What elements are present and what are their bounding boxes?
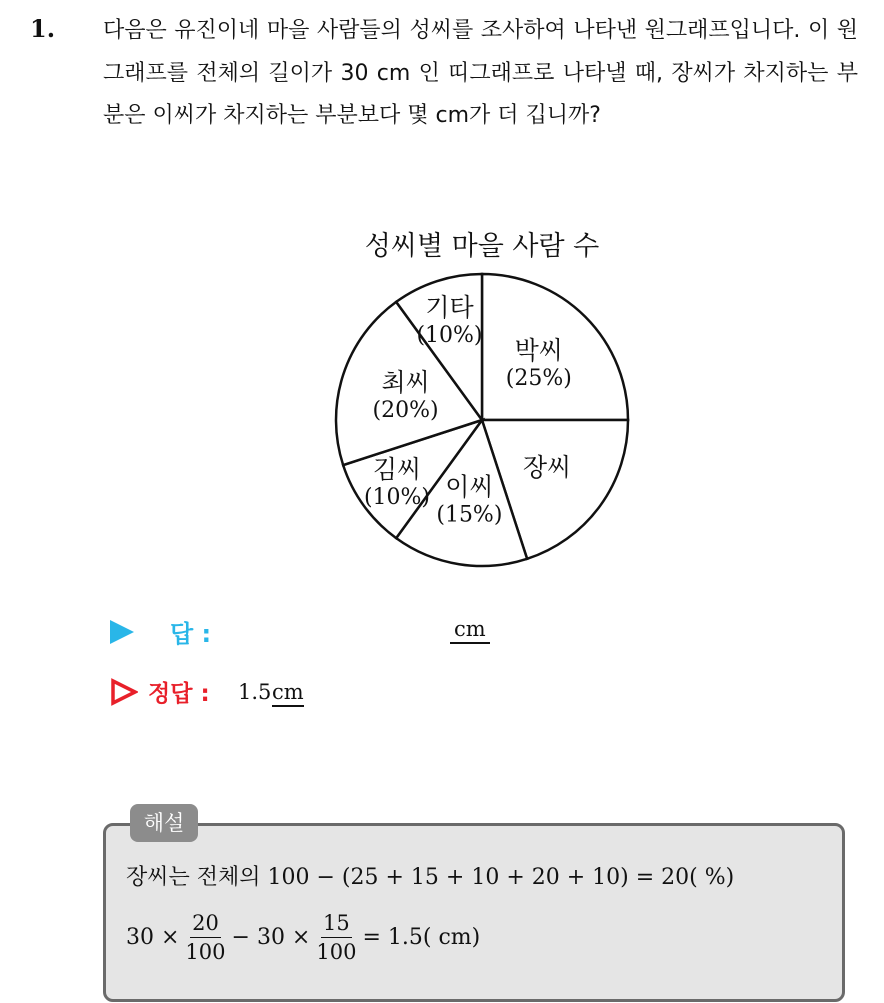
solution-line-1-text: 장씨는 전체의 bbox=[126, 865, 261, 890]
outline-triangle-icon bbox=[110, 678, 138, 706]
pie-slice-percent-2: (15%) bbox=[436, 502, 503, 528]
fraction-1-denominator: 100 bbox=[185, 939, 226, 964]
pie-slice-label-4: 최씨 bbox=[381, 368, 430, 398]
solution-line-2-a: 30 × bbox=[126, 924, 180, 950]
correct-answer-value: 1.5 bbox=[238, 680, 272, 704]
solution-line-2 bbox=[126, 902, 480, 972]
pie-slice-percent-3: (10%) bbox=[363, 484, 431, 510]
answer-row bbox=[110, 612, 610, 652]
pie-slice-percent-0: (25%) bbox=[505, 366, 572, 392]
solution-line-1-expr: 100 − (25 + 15 + 10 + 20 + 10) = 20( %) bbox=[267, 865, 735, 890]
solution-line-2-c: = 1.5( cm) bbox=[362, 924, 481, 950]
question-text: 다음은 유진이네 마을 사람들의 성씨를 조사하여 나타낸 원그래프입니다. 이 원그래프를 전체의 길이가 30 cm 인 띠그래프로 나타낼 때, 장씨가 차지하는 부분은 이씨가 차지하는 부분보다 몇 cm가 더 깁니까? bbox=[103, 18, 858, 128]
pie-slice-label-2: 이씨 bbox=[445, 472, 494, 502]
solution-line-2-b: − 30 × bbox=[231, 924, 311, 950]
fraction-2-denominator: 100 bbox=[316, 939, 357, 964]
answer-label: 답 : bbox=[170, 620, 212, 648]
answer-blank[interactable]: cm bbox=[450, 617, 490, 644]
pie-slice-label-0: 박씨 bbox=[514, 336, 563, 366]
pie-slice-percent-4: (20%) bbox=[372, 398, 439, 424]
solution-tag: 해설 bbox=[130, 804, 198, 842]
question-number: 1. bbox=[30, 14, 56, 43]
pie-slice-label-5: 기타 bbox=[425, 293, 474, 322]
pie-chart bbox=[322, 268, 642, 568]
solution-line-1 bbox=[126, 860, 734, 891]
fraction-2-numerator: 15 bbox=[321, 910, 352, 938]
fraction-2 bbox=[314, 910, 358, 965]
fraction-1-numerator: 20 bbox=[190, 910, 221, 938]
pie-slice-label-1: 장씨 bbox=[522, 453, 572, 483]
correct-answer-row bbox=[110, 672, 610, 712]
pie-slice-percent-5: (10%) bbox=[416, 323, 483, 348]
correct-answer-unit: cm bbox=[272, 680, 304, 707]
chart-title: 성씨별 마을 사람 수 bbox=[364, 231, 600, 262]
play-triangle-icon bbox=[110, 620, 134, 644]
pie-slice-label-3: 김씨 bbox=[372, 454, 422, 484]
fraction-1 bbox=[183, 910, 227, 965]
correct-answer-label: 정답 : bbox=[148, 681, 210, 707]
